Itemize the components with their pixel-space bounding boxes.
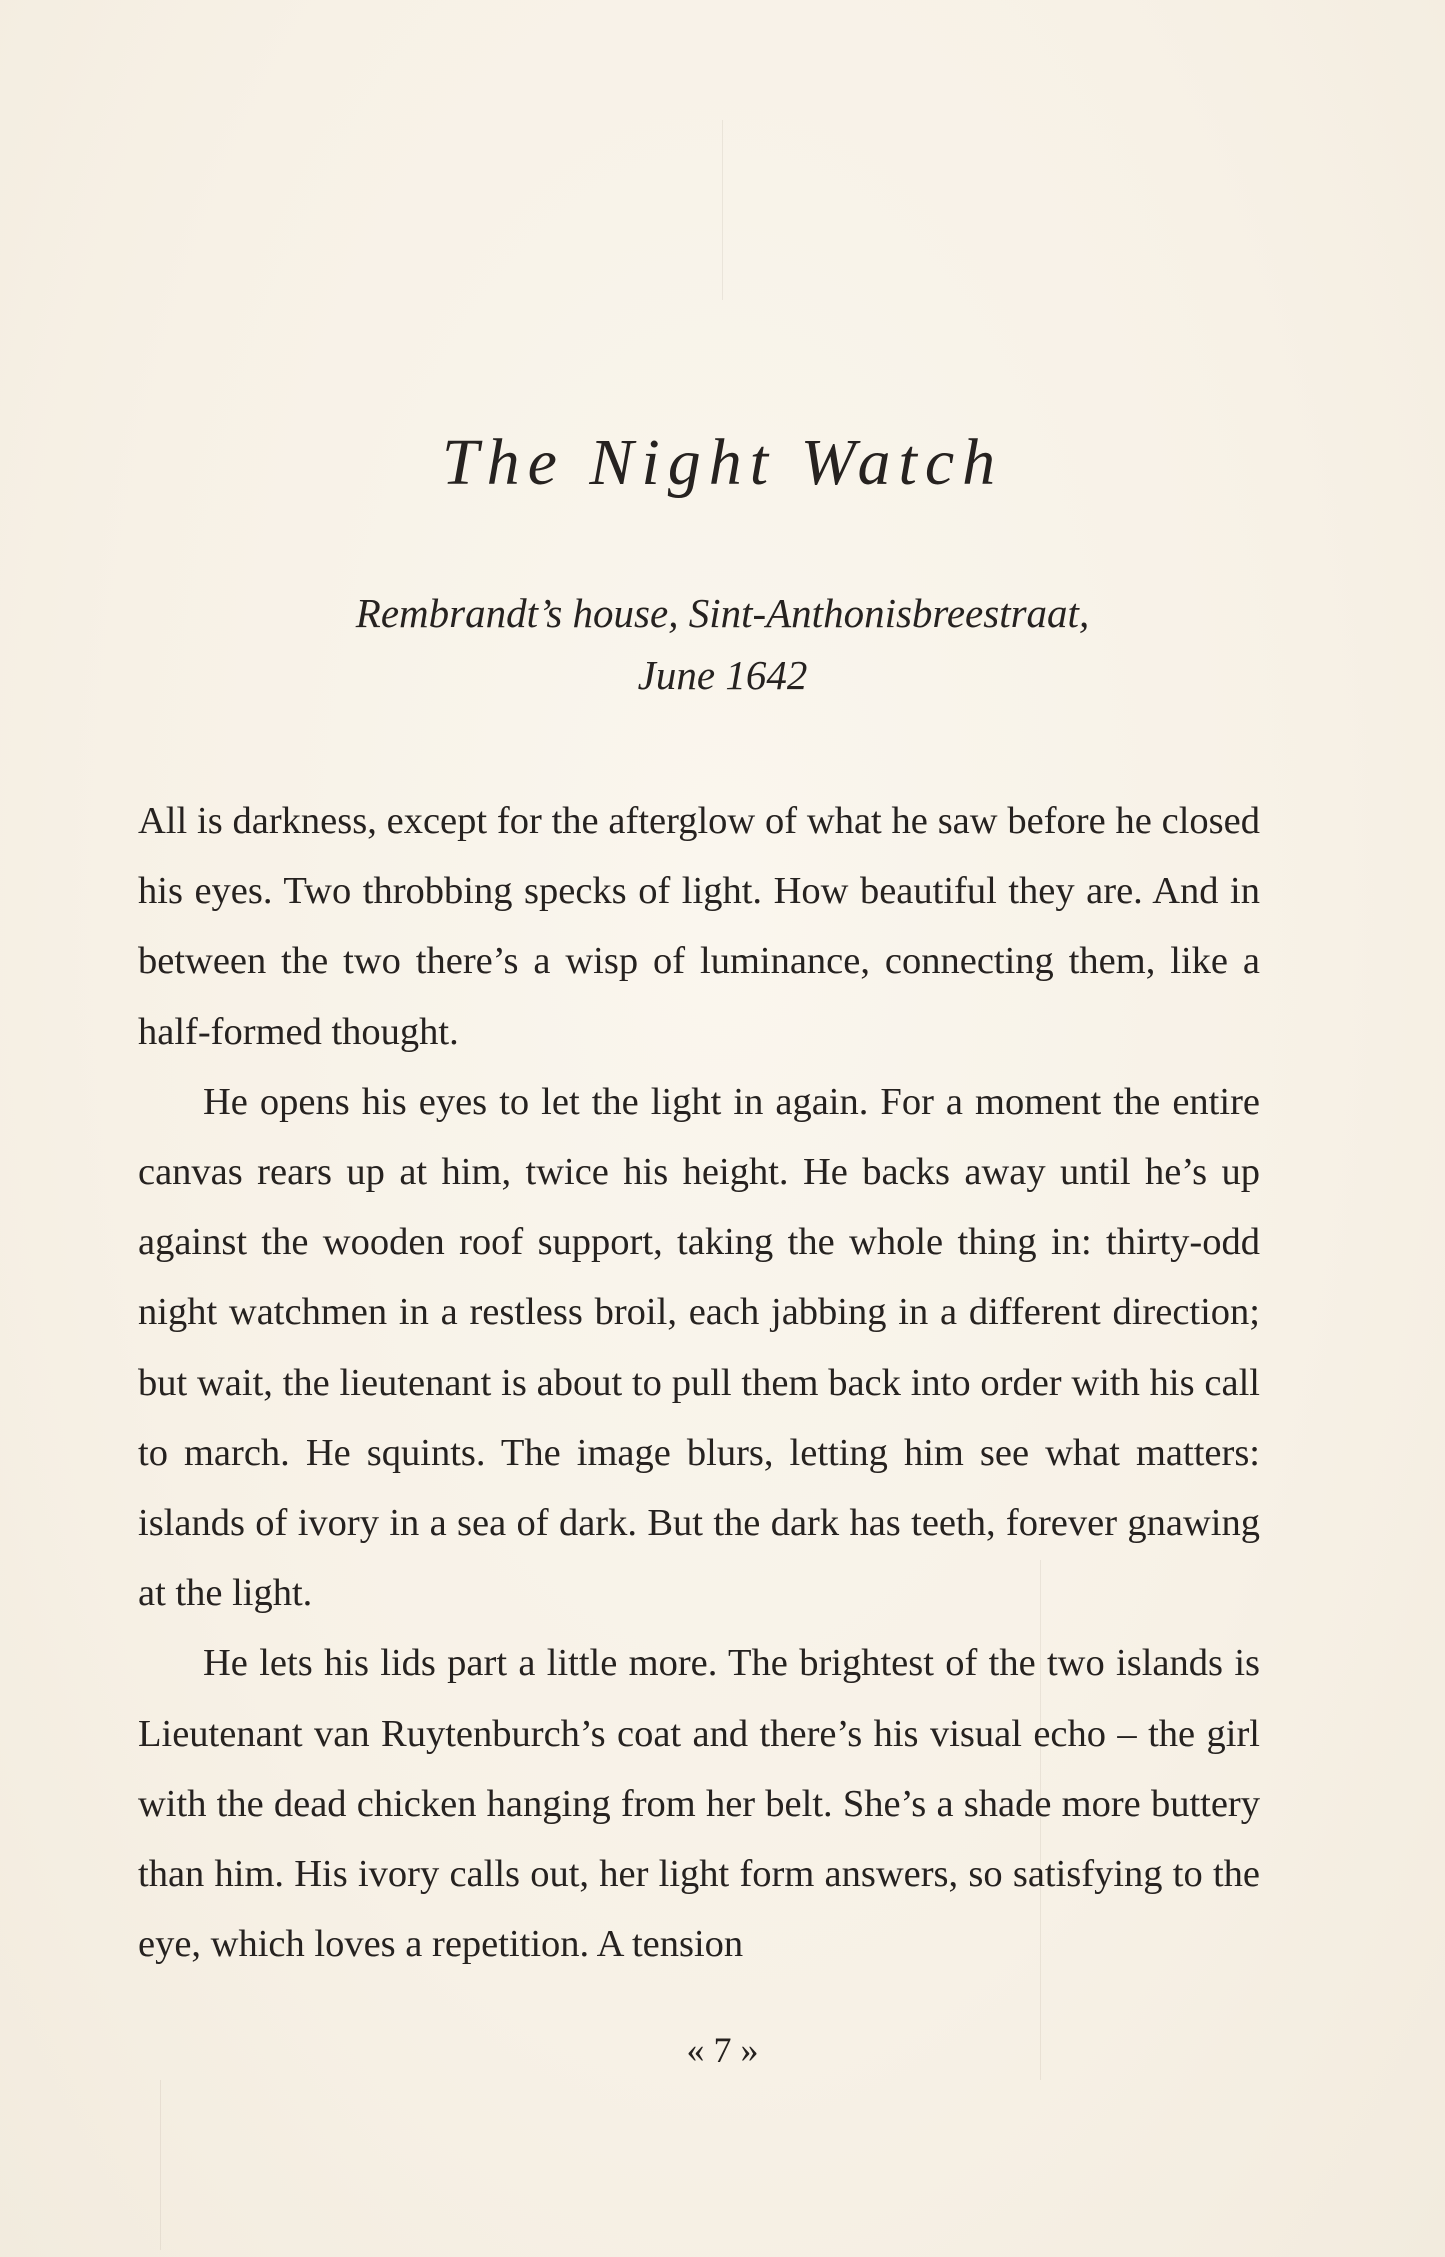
chapter-subtitle	[0, 582, 1445, 706]
page-number: « 7 »	[686, 2030, 759, 2070]
paper-crease	[722, 120, 723, 300]
subtitle-date: June 1642	[637, 652, 808, 698]
subtitle-location: Rembrandt’s house, Sint-Anthonisbreestraat,	[355, 590, 1090, 636]
paragraph: He lets his lids part a little more. The brightest of the two islands is Lieutenant van Ruytenburch’s coat and there’s his visual echo – the girl with the dead chicken hanging from her belt. She’s a shade more buttery than him. His ivory calls out, her light form answers, so satisfying to the eye, which loves a repetition. A tension	[138, 1642, 1260, 1966]
chapter-title: The Night Watch	[441, 426, 1004, 499]
paper-crease	[160, 2080, 161, 2250]
body-text	[138, 786, 1260, 1979]
paragraph: All is darkness, except for the afterglow of what he saw before he closed his eyes. Two throbbing specks of light. How beautiful they are. And in between the two there’s a wisp of luminance, connecting them, like a half-formed thought.	[138, 800, 1260, 1053]
paragraph: He opens his eyes to let the light in again. For a moment the entire canvas rears up at him, twice his height. He backs away until he’s up against the wooden roof support, taking the whole thing in: thirty-odd night watchmen in a restless broil, each jabbing in a different direction; but wait, the lieutenant is about to pull them back into order with his call to march. He squints. The image blurs, letting him see what matters: islands of ivory in a sea of dark. But the dark has teeth, forever gnawing at the light.	[138, 1080, 1260, 1615]
